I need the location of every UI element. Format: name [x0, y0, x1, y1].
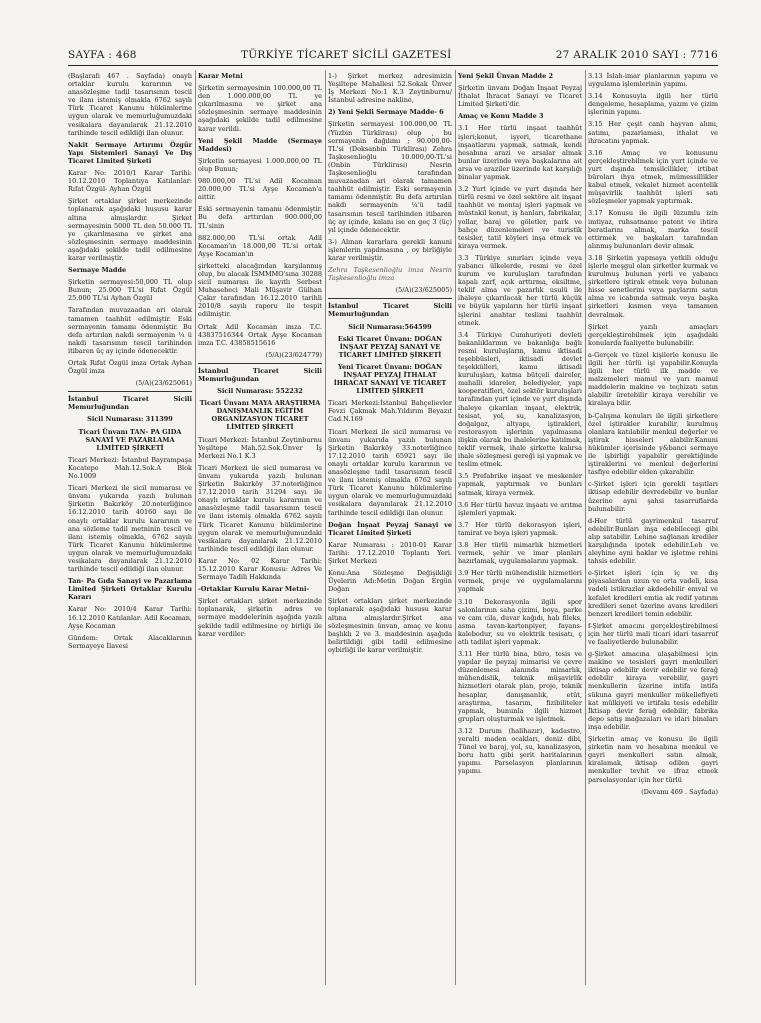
signature: Zehra Taşkesenlioğlu imza Nesrin Taşkesenlioğlu imza — [328, 266, 452, 283]
page-header — [68, 46, 718, 64]
paragraph: 3.15 Her çeşit canlı hayvan alımı, satımı, pazarlaması, ithalat ve ihracatını yapmak. — [588, 120, 718, 145]
text-column-2 — [198, 72, 322, 642]
paragraph: 3.16 Amaç ve konusunu gerçekleştirebilmek için yurt içinde ve yurt dışında temsilcilikler, irtibat büroları ihya etmek, mümessillikler kabul etmek, vekalet hizmet acentelik müşavirlik taahhüt işleri satı sözleşmeler yapmak yaptırmak. — [588, 148, 718, 206]
paragraph: e-Şirket işleri için iç ve dış piyasalardan uzun ve orta vadeli, kısa vadeli istikrazlar akdedebilir emval ve kefalet kredileri emtia ak redif yatırım kredileri senet üzerine avans kredileri benzeri kredileri temin edebilir. — [588, 569, 718, 618]
paragraph: a-Gerçek ve tüzel kişilerle konusu ile ilgili her türlü işi yapabilir.Konuyla ilgili her türlü ilk madde ve malzemeleri mamul ve yarı mamul maddelerin makine ve teçhizatı satın alabilir üretebilir kiraya verebilir ve kiralaya bilir. — [588, 350, 718, 408]
paragraph: 3.11 Her türlü bina, büro, tesis ve yapılar ile peyzaj mimarisi ve çevre düzenlemesi alanında mimarlık, mühendislik, teknik müşavirlik hizmetleri olarak plan, proje, teknik hesaplar, danışmanlık, etüt, araştırma, tasarım, fizibiliteler yapmak, bununla ilgili hizmet grupları oluşturmak ve işletmek. — [458, 650, 582, 723]
paragraph: 3.3 Türkiye sınırları içinde veya yabancı ülkelerde, resmi ve özel kurum ve kuruluşları tarafından kapalı zarf, açık arttırma, eksiltme, teklif alma ve pazarlık usulü ile ihaleye çıkarılacak her türlü küçük ve büyük yapıların her türlü inşaat işlerini anahtar teslimi taahhüt etmek. — [458, 253, 582, 327]
issue-date-number: 27 ARALIK 2010 SAYI : 7716 — [555, 49, 718, 61]
centered-heading: Sicil Numarası: 311399 — [87, 415, 173, 424]
paragraph: Ticari Merkezi: İstanbul Bayrampaşa Kocatepe Mah.12.Sok.A Blok No.1009 — [68, 455, 192, 481]
paragraph: f-Şirket amacını gerçekleştirebilmesi için her türlü mali ticari idari tasarruf ve faaliyetlerde bulunabilir. — [588, 621, 718, 646]
paragraph: Şirket ortaklar şirket merkezinde toplanarak aşağıdaki hususu karar altına almışlardır. Şirket sermayesinin 5000 TL den 50.000 TL ye çıkarılmasına ve şirket ana sözleşmesinin sermaye maddesinin aşağıdaki şekilde tadil edilmesine karar verilmiştir. — [68, 197, 192, 262]
section-heading: Amaç ve Konu Madde 3 — [458, 112, 544, 121]
reference-code: (5/A)(23/624779) — [265, 350, 322, 359]
paragraph: Ortak Rıfat Özgül imza Ortak Ayhan Özgül imza — [68, 359, 192, 376]
section-heading: İstanbul Ticaret Sicili Memurluğundan — [328, 302, 452, 319]
text-column-1 — [68, 72, 192, 654]
paragraph: b-Çalışma konuları ile ilgili şirketlere özel iştirakler kurabilir, kurulmuş olanlara katılabilir menkul değerler ve iştirak hisseleri alabilir.Kanuni hükümler içerisinde y&banci sermaye ile işbirliği yapabilir gerektiğinde iştiraklerini ve menkul değerlerini tasfiye edebilir elden çıkarabilir. — [588, 411, 718, 477]
paragraph: Şirketin sermayesinin 100.000,00 TL den 1.000.000,00 TL ye çıkarılmasına ve şirket ana sözleşmesinin sermaye maddesinin aşağıdaki şekilde tadil edilmesine karar verildi. — [198, 84, 322, 133]
column-divider — [455, 70, 456, 985]
text-column-4 — [458, 72, 582, 780]
paragraph: 3.17 Konusu ile ilgili lüzumlu izin imtiyaz, ruhsatname patent ve ihtira beratlarını almak, marka tescil ettirmek ve başkaları tarafından alınmış bulunanları devir almak. — [588, 209, 718, 250]
section-heading: Tan- Pa Gıda Sanayi ve Pazarlama Limited Şirketi Ortaklar Kurulu Kararı — [68, 577, 192, 602]
column-divider — [325, 70, 326, 985]
paragraph: 3.5 Prefabrike inşaat ve meskenler yapmak, yaptırmak ve bunları satmak, kiraya vermek. — [458, 472, 582, 497]
column-divider — [195, 70, 196, 985]
paragraph: Ortak Adil Kocaman imza T.C. 43837516344 Ortak Ayşe Kocaman imza T.C. 43858515616 — [198, 322, 322, 347]
paragraph: 3.6 Her türlü havuz inşaatı ve arıtma işlemleri yapmak. — [458, 500, 582, 517]
paragraph: Karar Numarası : 2010-01 Karar Tarihi: 17.12.2010 Toplantı Yeri. Şirket Merkezi — [328, 540, 452, 565]
paragraph: Şirketin sermayesi 100.000,00 TL (Yüzbin Türklirası) olup , bu sermayenin dağılımı ; 90.000,00- TL'si (Doksanbin Türklirası) Zehra Taşkesenlioğlu 10.000,00-TL'si (Onbin Türklirası) Nesrin Taşkesenlioğlu tarafından muvazaadan ari olarak tamamen taahhüt edilmiştir. Eski sermayenin tamamı ödenmiştir. Bu defa artırılan nakdi sermayenin ¼'ü tadil tasarısının tescil tarihinden itibaren üç ay içinde, kalanı ise en geç 3 (üç) yıl içinde ödenecektir. — [328, 120, 452, 234]
paragraph: 3-) Alınan kararlara gerekli kanuni işlemlerin yapılmasına , oy birliğiyle karar verilmiştir. — [328, 237, 452, 262]
paragraph: 3.7 Her türlü dekorasyon işleri, tamirat ve boya işleri yapmak. — [458, 520, 582, 537]
paragraph: Karar No: 2010/1 Karar Tarihi: 10.12.2010 Toplantıya Katılanlar: Rıfat Özgül- Ayhan Özgül — [68, 169, 192, 194]
header-rule — [68, 65, 718, 66]
section-heading: Nakit Sermaye Artırımı Özgür Yapı Sistemleri Sanayi Ve Dış Ticaret Limited Şirketi — [68, 140, 192, 165]
paragraph: Gündem: Ortak Alacaklarının Sermayeye İlavesi — [68, 633, 192, 650]
paragraph: 3.10 Dekorasyonla ilgili spor salonlarının saha çizimi, boya, parke ve cam cila, duvar kağıdı, halı fileks, asma tavan-kartonpiyer, fayans-kalebodur, su ve elektrik tesisatı, ç atlı tadilat işleri yapmak. — [458, 597, 582, 646]
paragraph: Şirketin sermayesi 1.000.000,00 TL olup Bunun; — [198, 156, 322, 173]
paragraph: 3.2 Yurt içinde ve yurt dışında her türlü resmi ve özel sektöre ait inşaat taahhüt ve montaj işleri yapmak ve müstakil konut, iş hanları, fabrikalar, yollar, baraj ve göletler, park ve bahçe düzenlemeleri ve turistik tesisler, tatil köyleri inşa etmek ve kiraya vermek. — [458, 185, 582, 250]
text-column-3 — [328, 72, 452, 658]
centered-heading: Ticari Ünvanı TAN- PA GIDA SANAYİ VE PAZARLAMA LİMİTED ŞİRKETİ — [78, 427, 182, 452]
section-divider — [68, 391, 192, 392]
paragraph: 3.13 İslah-imar planlarının yapımı ve uygulama işlemlerinin yapımı. — [588, 72, 718, 89]
section-heading: -Ortaklar Kurulu Karar Metni- — [198, 585, 310, 594]
section-heading: Sermaye Madde — [68, 266, 127, 275]
paragraph: d-Her türlü gayrimenkul tasarruf edebilir.Bunları inşa edebilecegi gibi alıp satabilir. Lehine sağlanan krediler karşılığında ipotek edebilir.Leh ve aleyhine ayni haklar ve işletme rehini tahsis edebilir. — [588, 516, 718, 566]
section-heading: Karar Metni — [198, 72, 243, 80]
paragraph: 1-) Şirket merkez adresimizin Yeşiltepe Mahallesi 52.Sokak Ünver İş Merkezi No:1 K.3 Zeytinburnu/İstanbul adresine nakline, — [328, 72, 452, 105]
centered-heading: Yeni Ticaret Ünvanı: DOĞAN İNŞAAT PEYZAJ İTHALAT İHRACAT SANAYİ VE TİCARET LİMİTED ŞİRKETİ — [333, 362, 447, 396]
paragraph: 882.000,00 TL'si ortak Adil Kocaman'ın 18.000,00 TL'si ortak Ayşe Kocaman'ın — [198, 233, 322, 258]
paragraph: Şirket ortakları şirket merkezinde toplanarak, şirketin adres ve sermaye maddelerinin aşağıda yazılı şekilde tadil edilmesine oy birliği ile karar verdiler: — [198, 597, 322, 638]
paragraph: 3.12 Durum (halihazır), kadastro, yeralti maden ocakları, deniz dibi, Tünel ve baraj, yol, su, kanalizasyon, boru hattı gibi şerit haritalarının yapımı. Parselasyon planlarının yapımı. — [458, 726, 582, 776]
paragraph: Şirketin sermayesi:50,000 TL olup Bunun; 25.000 TL'si Rıfat Özgül 25.000 TL'si Ayhan Özgül — [68, 278, 192, 303]
paragraph: Karar No: 02 Karar Tarihi: 15.12.2010 Karar Konusu: Adres Ve Sermaye Tadili Hakkında — [198, 556, 322, 582]
section-heading: 2) Yeni Şekli Sermaye Madde- 6 — [328, 108, 444, 117]
centered-heading: Sicil Numarası:564599 — [348, 322, 432, 331]
paragraph: (Başlarafı 467 . Sayfada) onaylı ortaklar kurulu kararının ve anasözleşme tadil tasarısının tescil ve ilanı istemiş olmakla 6762 sayılı Türk Ticaret Kanunu hükümlerine uygun olarak ve memurluğumuzdaki vesikalara dayanılarak 21.12.2010 tarihinde tescil edildiği ilan olunur. — [68, 72, 192, 137]
text-column-5 — [588, 72, 718, 800]
paragraph: Şirketin amaç ve konusu ile ilgili şirketin nam ve hesabına menkul ve gayri menkulleri satın almak, kiralamak, iktisap edilen gayri menkuller tevhit ve ifraz etmek parselasyonlar için her türlü — [588, 735, 718, 784]
paragraph: Ticari Merkezi ile sicil numarası ve ünvanı yukarıda yazılı bulunan Şirketin Bakırköy 37.noterliğince 17.12.2010 tarih 31294 sayı ile onaylı ortaklar kurulu kararının ve anasözleşme tadil tasarısının tescil ve ilanı istemiş olmakla 6762 sayılı Türk Ticaret Kanunu hükümlerine uygun olarak ve memurluğumuzdaki vesikalara dayanılarak 21.12.2010 tarihinde tescil edildiği ilan olunur. — [198, 463, 322, 553]
paragraph: 3.9 Her türlü mühendislik hizmetleri vermek, proje ve uygulamalarını yapmak — [458, 569, 582, 594]
section-heading: Doğan İnşaat Peyzaj Sanayi ve Ticaret Limited Şirketi — [328, 520, 452, 537]
paragraph: Tarafından muvazaadan ari olarak tamamen taahhüt edilmiştir. Eski sermayenin tamamı ödenmiştir. Bu defa artırılan nakdi sermayenin ¼ ü nakdi tasarısının tescil tarihinden itibaren üç ay içinde ödenecektir. — [68, 306, 192, 355]
paragraph: Ticari Merkezi: İstanbul Zeytinburnu Yeşiltepe Mah.52.Sok.Ünver İş Merkezi No.1 K.3 — [198, 435, 322, 460]
paragraph: c-Şirket işleri için gerekli taşıtları iktisap edebilir devredebilir ve bunlar üzerine ayni şahsi tasarruflarda bulunabilir. — [588, 480, 718, 513]
paragraph: Eski sermayenin tamamı ödenmiştir. Bu defa arttırılan 900.000,00 TL'sinin — [198, 205, 322, 230]
section-heading: İstanbul Ticaret Sicili Memurluğundan — [198, 366, 322, 383]
centered-heading: Eski Ticaret Ünvanı: DOĞAN İNŞAAT PEYZAJ SANAYİ VE TİCARET LİMİTED ŞİRKETİ — [337, 334, 443, 359]
paragraph: 3.8 Her türlü mimarlık hizmetleri vermek, şehir ve imar planları hazırlamak, uygulamalarını yapmak. — [458, 540, 582, 566]
centered-heading: Ticari Ünvanı MAYA ARAŞTIRMA DANIŞMANLIK EĞİTİM ORGANİZASYON TİCARET LİMİTED ŞİRKETİ — [199, 399, 321, 432]
reference-code: (Devamı 469 . Sayfada) — [641, 787, 718, 796]
reference-code: (5/A)(23/625061) — [135, 379, 192, 388]
page-number: SAYFA : 468 — [68, 49, 137, 61]
paragraph: g-Şirket amacına ulaşabilmesi için makine ve tesisleri gayri menkulleri iktisap edebilir devir edebilir ve ferağ edebilir kiraya verebilir, gayri menkullerin üzerine intifa intifa sükuna gayri menkuller mükellefiyeti kat mülkiyeti ve irtifakı tesis edebilir İktisap devir ferağ edebilir, fabrika depo satış mağazaları ve idari binaları inşa edebilir. — [588, 650, 718, 731]
paragraph: 3.18 Şirketin yapmaya yetkili olduğu işlerle meşgul olan şirketler kurmak ve kurulmuş bulunan yerli ve yabancı şirketlere iştirak etmek veya bulunan hisse senetlerini veya paylarını satın alma ve icabında satmak veya başka şirketleri kısmen veya tamamen devralmak. — [588, 253, 718, 319]
paragraph: Şirketin ünvanı Doğan İnşaat Peyzaj İthalat İhracat Sanayi ve Ticaret Limited Şirketi'dir. — [458, 84, 582, 109]
paragraph: Ticari Merkezi ile sicil numarası ve ünvanı yukarıda yazılı bulunan Şirketin Bakırköy 33.noterliğince 17.12.2010 tarih 65921 sayı ile onaylı ortaklar kurulu kararının ve anasözleşme tadil tasarısının tescil ve ilanı istemiş olmakla 6762 sayılı Türk Ticaret Kanunu hükümlerine uygun olarak ve memurluğumuzdaki vesikalara dayanılarak 21.12.2010 tarihinde tescil edildiği ilan olunur. — [328, 427, 452, 517]
paragraph: 3.14 Konusuyla ilgili her türlü dengeleme, hesaplama, yazım ve çizim işlerinin yapımı. — [588, 92, 718, 117]
section-divider — [198, 363, 322, 364]
gazette-title: TÜRKİYE TİCARET SİCİLİ GAZETESİ — [240, 49, 452, 61]
section-divider — [328, 298, 452, 299]
paragraph: şirketteki alacağından karşılanmış olup, bu alacak İSMMMO'sına 30288 sicil numarası ile kayıtlı Serbest Muhasebeci Mali Müşavir Gülhan Çakır tarafından 16.12.2010 tarihli 2010/8 sayılı raporu ile tespit edilmiştir. — [198, 261, 322, 319]
paragraph: 3.4 Türkiye Cumhuriyeti devleti bakanlıklarının ve bakanlığa bağlı resmi kuruluşların, kamu iktisadi teşebbüsleri, iktisadi devlet teşekkülleri, kamu iktisadi kuruluşları, katma bütçeli daireler, mahalli idareler, belediyeler, yapı kooperatifleri, özel sektör kuruluşları tarafından yurt içinde ve yurt dışında ihaleye çıkarılan inşaat, elektrik, tesisat, yol, su, kanalizasyon, doğalgaz, altyapı, iştirakleri, restorasyon işlerinin yapılmasına ilişkin olarak bu ihalelerine katılmak, teklif vermek, ihale şirkette kalırsa ihale sözleşmesi gereği işi yapmak ve teslim etmek. — [458, 330, 582, 469]
column-divider — [585, 70, 586, 985]
paragraph: Ticari Merkezi:İstanbul Bahçelievler Fevzi Çakmak Mah.Yıldırım Beyazıt Cad.N.169 — [328, 399, 452, 424]
centered-heading: Sicil Numarası: 552232 — [217, 387, 303, 396]
section-heading: Yeni Şekil Ünvan Madde 2 — [458, 72, 553, 80]
paragraph: Şirket ortakları şirket merkezinde toplanarak aşağıdaki hususu karar altına almışlardır.Şirket ana sözleşmesinin ünvan, amaç ve konu başlıklı 2 ve 3. maddesinin aşağıda belirtildiği gibi tadil edilmesine oybirliği ile karar verilmiştir. — [328, 597, 452, 654]
reference-code: (5/A)(23/625005) — [395, 286, 452, 295]
section-heading: İstanbul Ticaret Sicili Memurluğundan — [68, 395, 192, 412]
paragraph: Konu:Ana Sözleşme Değişikliği Üyelerin Adı:Metin Doğan Ergün Doğan — [328, 569, 452, 594]
paragraph: Şirket yazılı amaçları gerçekleştirebilmek için aşağıdaki konularda faaliyette bulunabilir. — [588, 322, 718, 347]
paragraph: Ticari Merkezi ile sicil numarası ve ünvanı yukarıda yazılı bulunan Şirketin Bakırköy 20.noterliğince 16.12.2010 tarih 40160 sayı ile onaylı ortaklar kurulu kararının ve ana sözleme tadil metninin tescil ve ilanı istemiş olmakla, 6762 sayılı Türk Ticaret Kanunu hükümlerine uygun olarak ve memurluğumuzdaki vesikalara dayanılarak 21.12.2010 tarihinde tescil edildiği ilan olunur. — [68, 484, 192, 574]
paragraph: 3.1 Her türlü inşaat taahhüt işleri;konut, işyeri, ticarethane inşaatlarını yapmak, satmak, kendi hesabına arazi ve arsalar almak bunlar üzerinde veya başkalarına ait arsa ve araziler üzerinde kat karşılığı binalar yapmak. — [458, 124, 582, 182]
paragraph: 980.000,00 TL'si Adil Kocaman 20.000,00 TL'si Ayşe Kocaman'a aittir. — [198, 177, 322, 202]
section-heading: Yeni Şekil Madde (Sermaye Maddesi) — [198, 136, 322, 153]
paragraph: Karar No: 2010/4 Karar Tarihi: 16.12.2010 Katılanlar: Adil Kocaman, Ayşe Kocaman — [68, 605, 192, 630]
